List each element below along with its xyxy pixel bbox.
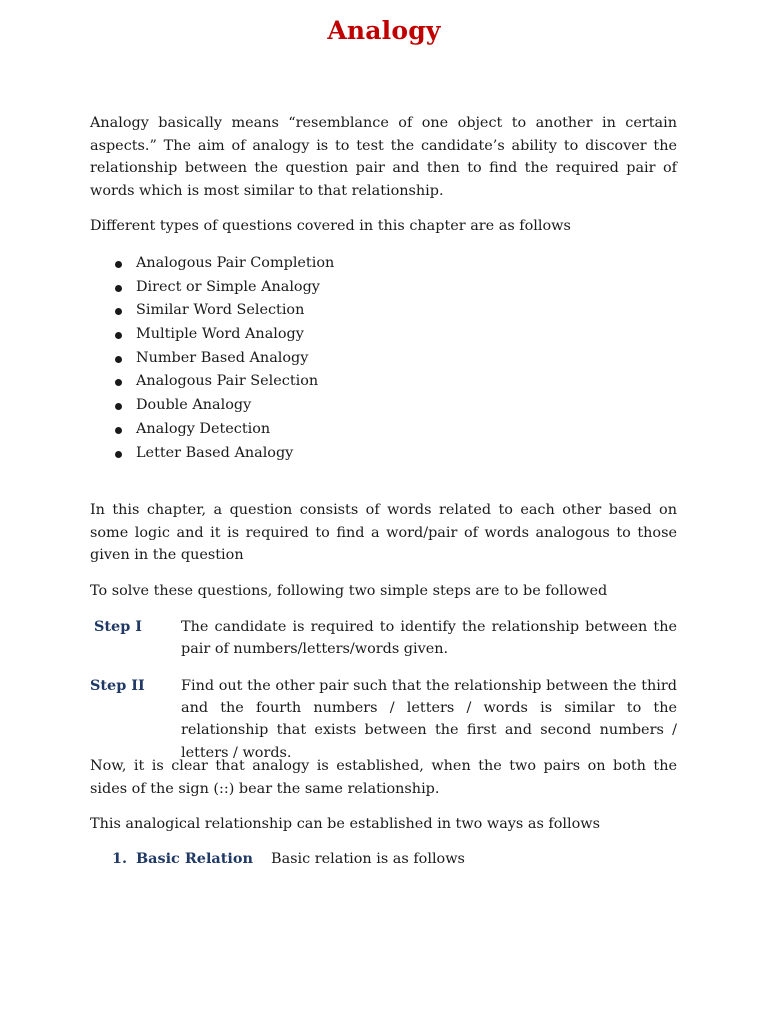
bullet-icon bbox=[115, 427, 122, 434]
list-item: Analogous Pair Selection bbox=[112, 370, 612, 394]
step-label: Step II bbox=[90, 677, 145, 694]
bullet-icon bbox=[115, 403, 122, 410]
steps-intro-paragraph: To solve these questions, following two simple steps are to be followed bbox=[90, 583, 608, 599]
bullet-icon bbox=[115, 332, 122, 339]
bullet-icon bbox=[115, 261, 122, 268]
bullet-icon bbox=[115, 356, 122, 363]
types-intro-paragraph: Different types of questions covered in this chapter are as follows bbox=[90, 218, 571, 234]
list-item: Similar Word Selection bbox=[112, 299, 612, 323]
step-text: The candidate is required to identify the relationship between the pair of numbers/letters/words given. bbox=[181, 619, 677, 658]
item-heading: Basic Relation bbox=[136, 850, 253, 867]
chapter-paragraph: In this chapter, a question consists of words related to each other based on some logic and it is required to find a word/pair of words analogous to those given in the question bbox=[90, 502, 677, 563]
step-text: Find out the other pair such that the relationship between the third and the fourth numbers / letters / words is similar to the relationship that exists between the first and second numbers / letters / words. bbox=[181, 678, 677, 761]
list-item: Letter Based Analogy bbox=[112, 442, 612, 466]
established-paragraph: Now, it is clear that analogy is established, when the two pairs on both the sides of the sign (::) bear the same relationship. bbox=[90, 758, 677, 797]
ways-paragraph: This analogical relationship can be established in two ways as follows bbox=[90, 816, 600, 832]
bullet-icon bbox=[115, 379, 122, 386]
list-item: Double Analogy bbox=[112, 394, 612, 418]
list-item: Direct or Simple Analogy bbox=[112, 276, 612, 300]
list-item: Number Based Analogy bbox=[112, 347, 612, 371]
bullet-icon bbox=[115, 285, 122, 292]
question-types-list bbox=[112, 252, 612, 465]
item-number: 1. bbox=[112, 850, 128, 867]
bullet-icon bbox=[115, 451, 122, 458]
item-text: Basic relation is as follows bbox=[271, 851, 465, 867]
list-item: Analogous Pair Completion bbox=[112, 252, 612, 276]
intro-paragraph: Analogy basically means “resemblance of one object to another in certain aspects.” The aim of analogy is to test the candidate’s ability to discover the relationship between the question pair and then to find the required pair of words which is most similar to that relationship. bbox=[90, 115, 677, 199]
step-label: Step I bbox=[94, 618, 142, 635]
page-title: Analogy bbox=[327, 16, 441, 45]
list-item: Multiple Word Analogy bbox=[112, 323, 612, 347]
list-item: Analogy Detection bbox=[112, 418, 612, 442]
bullet-icon bbox=[115, 308, 122, 315]
